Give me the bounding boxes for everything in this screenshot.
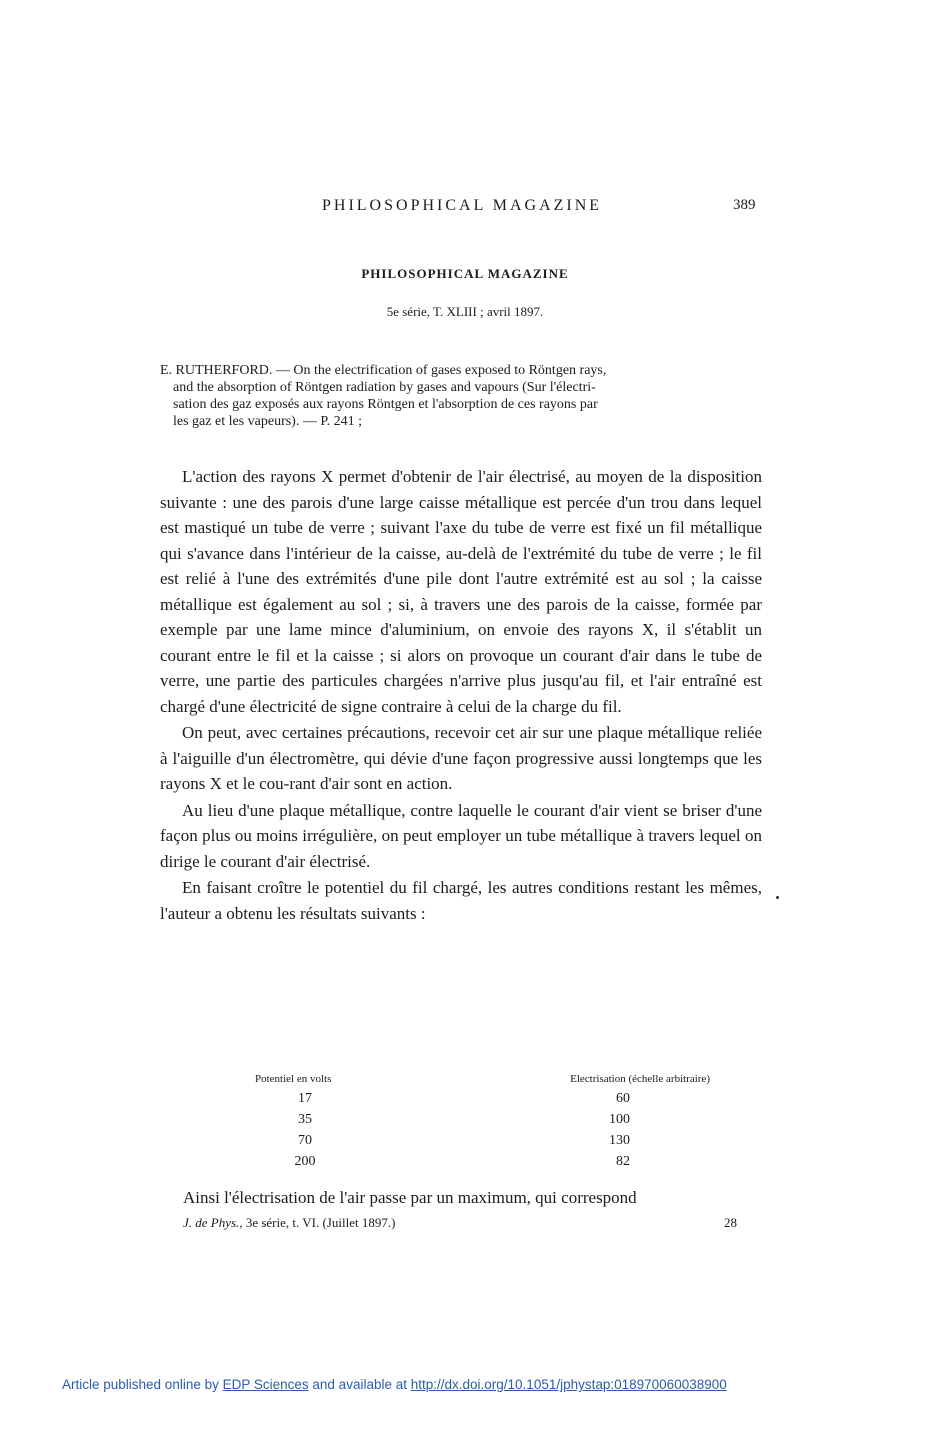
potential-cell: 200 xyxy=(294,1154,316,1169)
paragraph xyxy=(160,798,762,875)
potential-cell: 17 xyxy=(298,1091,312,1106)
banner-middle: and available at xyxy=(308,1377,411,1392)
paragraph-text: En faisant croître le potentiel du fil chargé, les autres conditions restant les mêmes, l'auteur a obtenu les résultats suivants : xyxy=(160,878,762,923)
electrisation-cell: 100 xyxy=(609,1112,630,1127)
paragraph-text: On peut, avec certaines précautions, recevoir cet air sur une plaque métallique reliée à l'aiguille d'un électromètre, qui dévie d'une façon progressive aussi longtemps que les rayons X et le cou-rant d'air sont en action. xyxy=(160,723,762,793)
electrisation-cell: 60 xyxy=(616,1091,630,1106)
paragraph xyxy=(160,464,762,719)
electrisation-cell: 82 xyxy=(616,1154,630,1169)
paragraph xyxy=(160,720,762,797)
publisher-link[interactable]: EDP Sciences xyxy=(222,1377,309,1392)
footer-journal xyxy=(183,1215,395,1231)
reference-line: sation des gaz exposés aux rayons Röntgen et l'absorption de ces rayons par xyxy=(173,397,598,412)
closing-line: Ainsi l'électrisation de l'air passe par un maximum, qui correspond xyxy=(183,1188,637,1207)
table-row xyxy=(255,1151,710,1172)
paragraph xyxy=(160,875,762,926)
table-row xyxy=(255,1109,710,1130)
reference-line: les gaz et les vapeurs). — P. 241 ; xyxy=(173,414,362,429)
paragraph-text: L'action des rayons X permet d'obtenir de l'air électrisé, au moyen de la disposition suivante : une des parois d'une large caisse métallique est percée d'un trou dans lequel est mastiqué un tube de verre ; suivant l'axe du tube de verre est fixé un fil métallique qui s'avance dans l'intérieur de la caisse, au-delà de l'extrémité du tube de verre ; le fil est relié à l'une des extrémités d'une pile dont l'autre extrémité est au sol ; la caisse métallique est également au sol ; si, à travers une des parois de la caisse, formée par exemple par une lame mince d'aluminium, on envoie des rayons X, il s'établit un courant entre le fil et la caisse ; si alors on provoque un courant d'air dans le tube de verre, une partie des particules chargées n'arrive plus jusqu'au fil, et l'air entraîné est chargé d'une électricité de signe contraire à celui de la charge du fil. xyxy=(160,467,762,716)
results-table xyxy=(255,1073,710,1172)
electrisation-cell: 130 xyxy=(609,1133,630,1148)
running-title: PHILOSOPHICAL MAGAZINE xyxy=(322,197,603,214)
reference-line: and the absorption of Röntgen radiation by gases and vapours (Sur l'électri- xyxy=(173,380,596,395)
table-header-electrisation: Electrisation (échelle arbitraire) xyxy=(570,1073,710,1085)
potential-cell: 70 xyxy=(298,1133,312,1148)
reference-block xyxy=(160,362,762,430)
paragraph-text: Au lieu d'une plaque métallique, contre laquelle le courant d'air vient se briser d'une façon plus ou moins irrégulière, on peut employer un tube métallique à travers lequel on dirige le courant d'air électrisé. xyxy=(160,800,762,871)
publisher-banner xyxy=(62,1377,727,1392)
table-row xyxy=(255,1088,710,1109)
signature-mark: 28 xyxy=(724,1215,737,1230)
section-heading: PHILOSOPHICAL MAGAZINE xyxy=(361,266,569,281)
table-row xyxy=(255,1130,710,1151)
reference-line: E. RUTHERFORD. — On the electrification of gases exposed to Röntgen rays, xyxy=(160,363,607,378)
journal-details: , 3e série, t. VI. (Juillet 1897.) xyxy=(239,1215,396,1230)
banner-prefix: Article published online by xyxy=(62,1377,223,1392)
table-header-potential: Potentiel en volts xyxy=(255,1073,332,1085)
series-line: 5e série, T. XLIII ; avril 1897. xyxy=(386,304,544,319)
page-number: 389 xyxy=(733,197,756,213)
article-body xyxy=(160,464,762,927)
journal-name: J. de Phys. xyxy=(183,1215,240,1230)
doi-link[interactable]: http://dx.doi.org/10.1051/jphystap:018970060038900 xyxy=(410,1377,727,1392)
potential-cell: 35 xyxy=(298,1112,312,1127)
print-speck xyxy=(776,896,779,899)
